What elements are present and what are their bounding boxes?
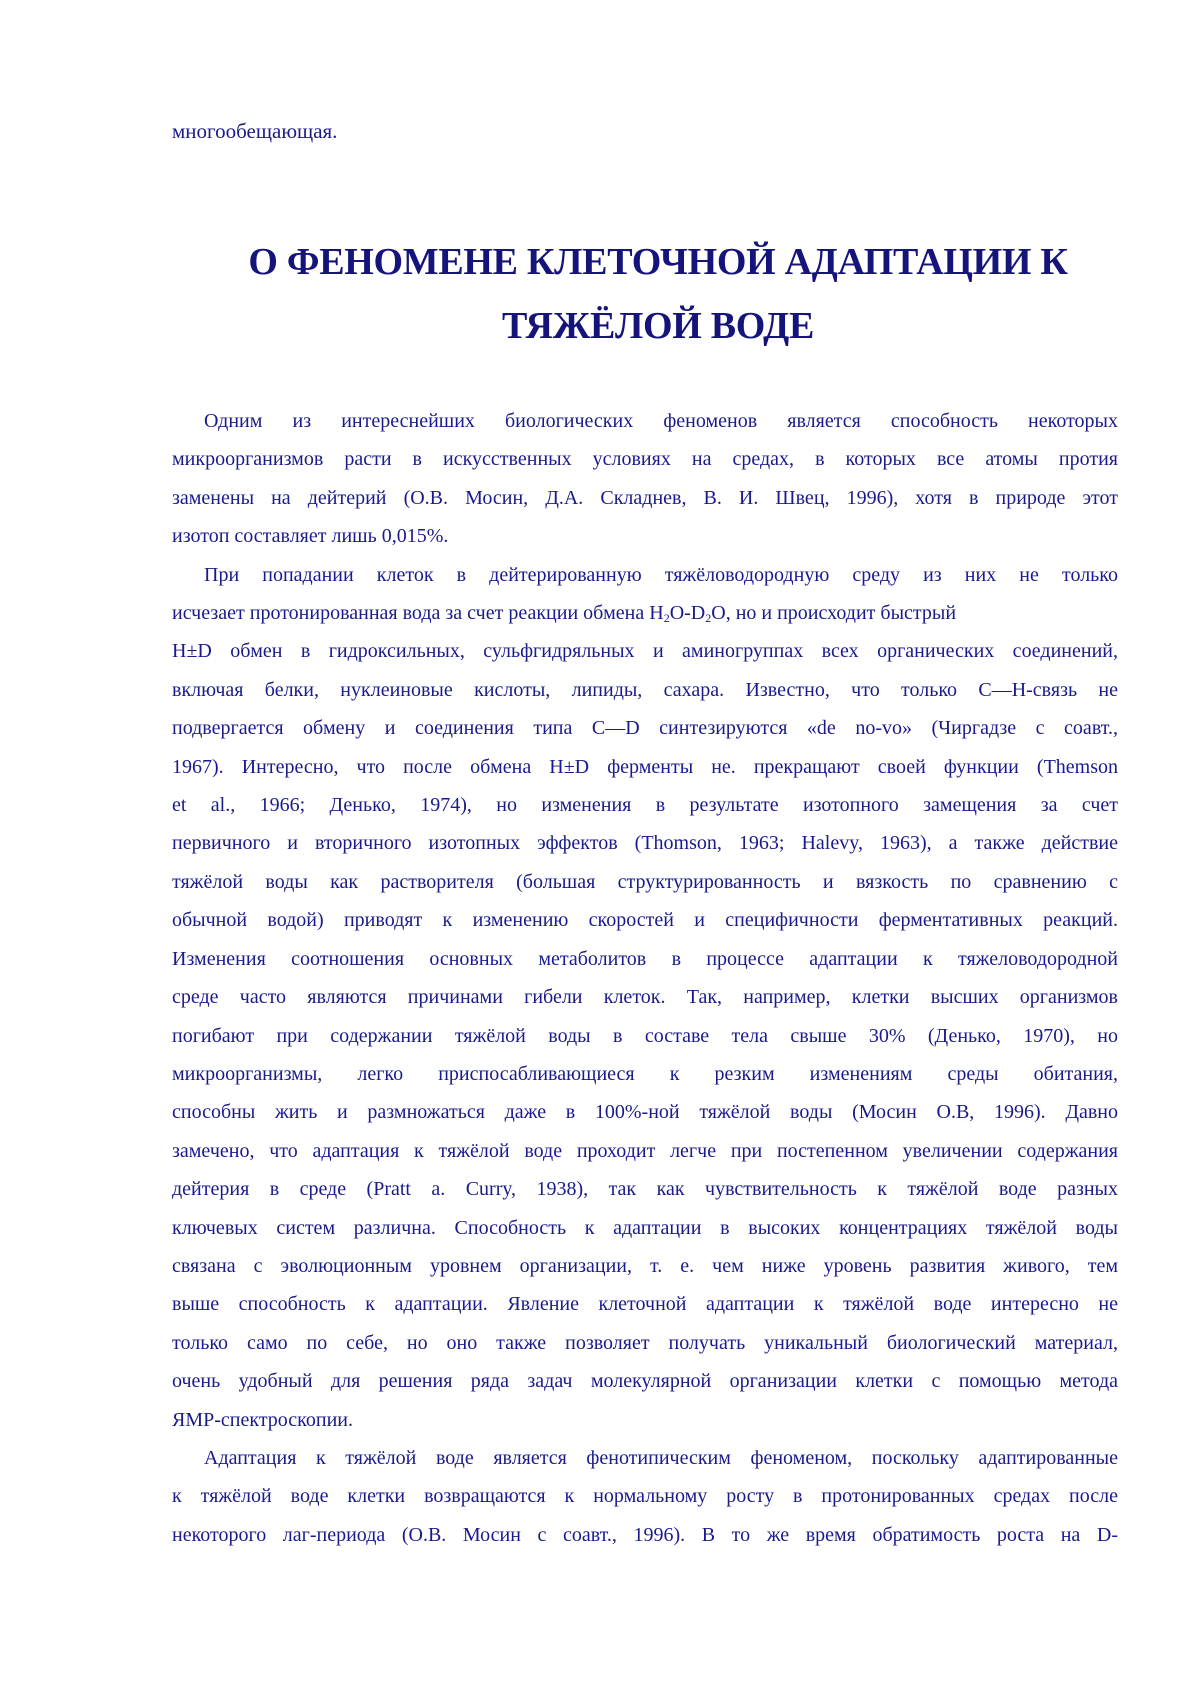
text-line: дейтерия в среде (Pratt a. Curry, 1938), так как чувствительность к тяжёлой воде разных xyxy=(172,1178,1118,1201)
paragraph-3 xyxy=(172,1439,1118,1554)
text-line: микроорганизмы, легко приспосабливающиеся к резким изменениям среды обитания, xyxy=(172,1062,1118,1085)
text-line: связана с эволюционным уровнем организации, т. е. чем ниже уровень развития живого, тем xyxy=(172,1254,1118,1277)
text-line: заменены на дейтерий (О.В. Мосин, Д.А. Складнев, В. И. Швец, 1996), хотя в природе этот xyxy=(172,486,1118,509)
text-line: замечено, что адаптация к тяжёлой воде проходит легче при постепенном увеличении содержания xyxy=(172,1139,1118,1162)
paragraph-2 xyxy=(172,556,1118,1439)
formula-line-start xyxy=(172,594,956,632)
text-line: среде часто являются причинами гибели клеток. Так, например, клетки высших организмов xyxy=(172,986,1118,1009)
formula-line-text: исчезает протонированная вода за счет реакции обмена H xyxy=(172,602,664,625)
paragraph-1 xyxy=(172,402,1118,556)
formula-mid: O-D xyxy=(669,602,706,625)
intro-line: многообещающая. xyxy=(172,119,338,143)
text-line-formula xyxy=(172,594,1118,632)
text-line: Одним из интереснейших биологических феноменов является способность некоторых xyxy=(204,410,1118,432)
text-line: ЯМР-спектроскопии. xyxy=(172,1408,353,1431)
text-line: погибают при содержании тяжёлой воды в составе тела свыше 30% (Денько, 1970), но xyxy=(172,1024,1118,1047)
text-line: некоторого лаг-периода (О.В. Мосин с соавт., 1996). В то же время обратимость роста на D- xyxy=(172,1523,1118,1546)
text-line: Изменения соотношения основных метаболитов в процессе адаптации к тяжеловодородной xyxy=(172,947,1118,970)
article-title xyxy=(172,230,1144,358)
title-line-1: О ФЕНОМЕНЕ КЛЕТОЧНОЙ АДАПТАЦИИ К xyxy=(248,241,1068,283)
text-line: к тяжёлой воде клетки возвращаются к нормальному росту в протонированных средах после xyxy=(172,1485,1118,1508)
text-line: только само по себе, но оно также позволяет получать уникальный биологический материал, xyxy=(172,1331,1118,1354)
text-line: При попадании клеток в дейтерированную тяжёловодородную среду из них не только xyxy=(204,563,1118,586)
title-line-2: ТЯЖЁЛОЙ ВОДЕ xyxy=(501,305,815,347)
text-line: H±D обмен в гидроксильных, сульфгидряльных и аминогруппах всех органических соединений, xyxy=(172,640,1118,663)
text-line: тяжёлой воды как растворителя (большая структурированность и вязкость по сравнению с xyxy=(172,870,1118,893)
text-line: подвергается обмену и соединения типа C—D синтезируются «de no-vo» (Чиргадзе с соавт., xyxy=(172,717,1118,740)
text-line: включая белки, нуклеиновые кислоты, липиды, сахара. Известно, что только C—H-связь не xyxy=(172,678,1118,701)
text-line: изотоп составляет лишь 0,015%. xyxy=(172,525,449,548)
text-line: обычной водой) приводят к изменению скоростей и специфичности ферментативных реакций. xyxy=(172,909,1118,932)
text-line: микроорганизмов расти в искусственных условиях на средах, в которых все атомы протия xyxy=(172,448,1118,471)
article-body xyxy=(172,402,1118,1554)
text-line: Адаптация к тяжёлой воде является фенотипическим феноменом, поскольку адаптированные xyxy=(204,1446,1118,1469)
subscript: 2 xyxy=(663,611,670,626)
text-line: способны жить и размножаться даже в 100%-ной тяжёлой воды (Мосин О.В, 1996). Давно xyxy=(172,1101,1118,1124)
text-line: выше способность к адаптации. Явление клеточной адаптации к тяжёлой воде интересно не xyxy=(172,1293,1118,1316)
text-line: et al., 1966; Денько, 1974), но изменения в результате изотопного замещения за счет xyxy=(172,794,1118,817)
formula-tail: O, но и происходит быстрый xyxy=(711,602,957,625)
text-line: ключевых систем различна. Способность к адаптации в высоких концентрациях тяжёлой воды xyxy=(172,1216,1118,1239)
subscript: 2 xyxy=(705,611,712,626)
text-line: очень удобный для решения ряда задач молекулярной организации клетки с помощью метода xyxy=(172,1370,1118,1393)
text-line: первичного и вторичного изотопных эффектов (Thomson, 1963; Halevy, 1963), а также действие xyxy=(172,832,1118,855)
text-line: 1967). Интересно, что после обмена H±D ферменты не. прекращают своей функции (Themson xyxy=(172,755,1118,778)
